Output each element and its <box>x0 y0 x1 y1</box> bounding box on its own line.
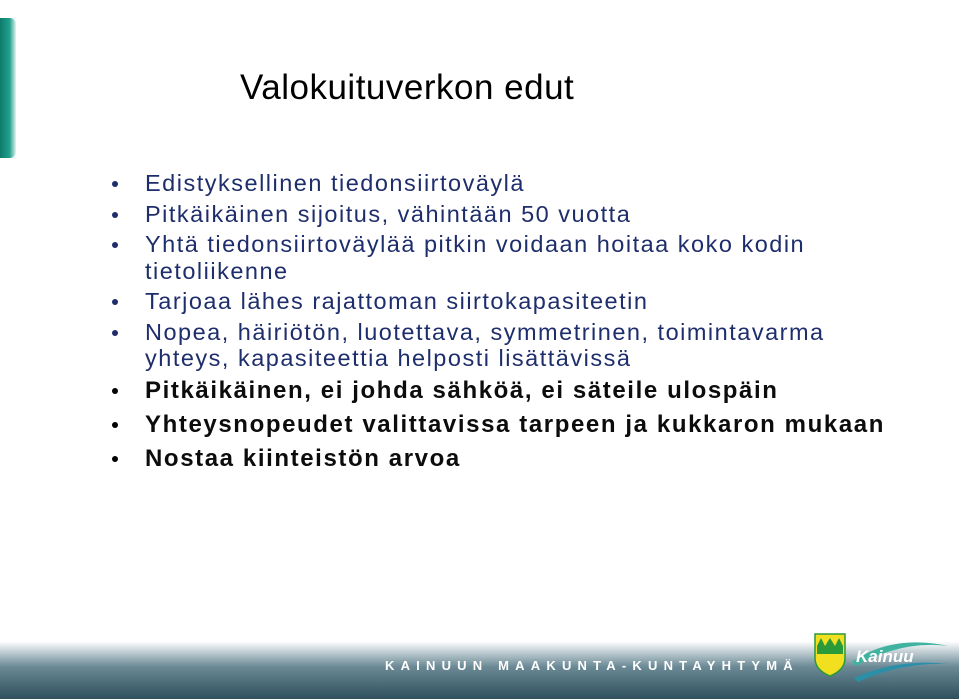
footer-organization-name: KAINUUN MAAKUNTA-KUNTAYHTYMÄ <box>385 658 799 673</box>
kainuu-logo <box>812 628 952 688</box>
bullet-dot-icon <box>112 388 118 394</box>
bullet-dot-icon <box>112 181 118 187</box>
bullet-item <box>110 201 910 228</box>
bullet-text: Pitkäikäinen sijoitus, vähintään 50 vuotta <box>145 200 632 227</box>
bullet-item <box>110 231 910 284</box>
bullet-item <box>110 288 910 315</box>
bullet-text: Nostaa kiinteistön arvoa <box>145 444 461 472</box>
bullet-item <box>110 319 910 372</box>
slide-title: Valokuituverkon edut <box>240 68 575 107</box>
bullet-dot-icon <box>112 242 118 248</box>
bullet-dot-icon <box>112 330 118 336</box>
bullet-item <box>110 444 910 474</box>
bullet-text: Edistyksellinen tiedonsiirtoväylä <box>145 170 525 196</box>
bullet-dot-icon <box>112 299 118 305</box>
bullet-text: Pitkäikäinen, ei johda sähköä, ei säteile ulospäin <box>145 376 779 404</box>
bullet-dot-icon <box>112 456 118 462</box>
bullet-item <box>110 170 910 197</box>
logo-text: Kainuu <box>856 647 914 666</box>
bullet-text: Yhteysnopeudet valittavissa tarpeen ja kukkaron mukaan <box>145 410 885 438</box>
bullet-list <box>110 170 910 478</box>
left-accent-bar <box>0 18 16 158</box>
bullet-item <box>110 376 910 406</box>
bullet-dot-icon <box>112 422 118 428</box>
bullet-text: Tarjoaa lähes rajattoman siirtokapasiteetin <box>145 288 649 314</box>
bullet-dot-icon <box>112 212 118 218</box>
bullet-text: Nopea, häiriötön, luotettava, symmetrinen, toimintavarma yhteys, kapasiteettia helposti lisättävissä <box>145 318 825 371</box>
bullet-item <box>110 410 910 440</box>
bullet-text: Yhtä tiedonsiirtoväylää pitkin voidaan hoitaa koko kodin tietoliikenne <box>145 231 806 284</box>
